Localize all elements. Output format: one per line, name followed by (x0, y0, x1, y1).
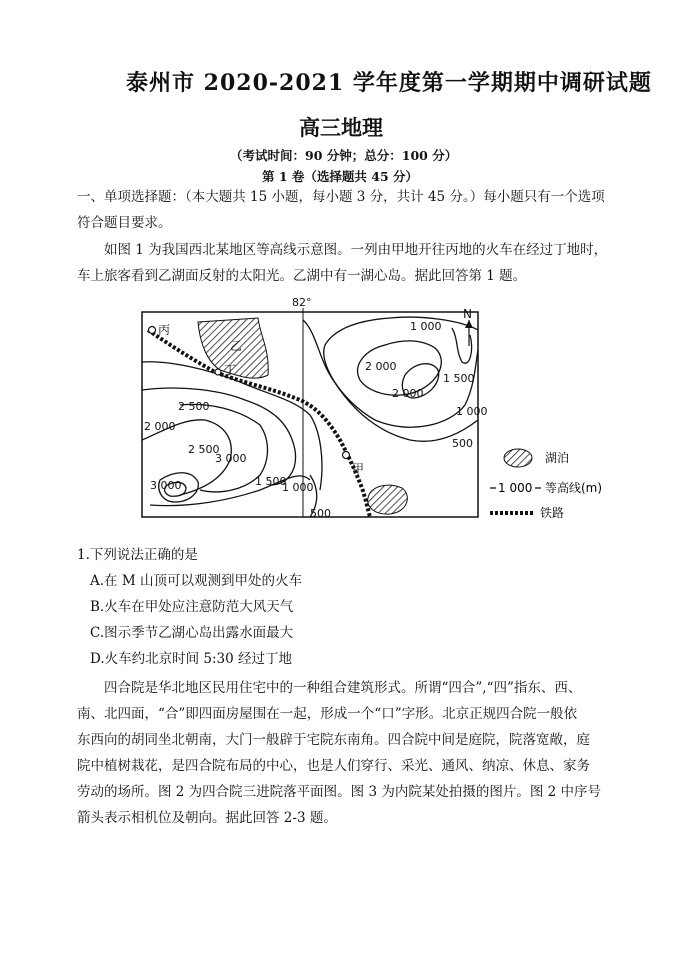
contour-label: 2 000 (392, 387, 424, 400)
question1-option-c: C.图示季节乙湖心岛出露水面最大 (90, 625, 294, 641)
exam-info: （考试时间：90 分钟；总分：100 分） (230, 148, 458, 163)
passage-line: 箭头表示相机位及朝向。据此回答 2-3 题。 (77, 810, 337, 826)
intro-line2: 车上旅客看到乙湖面反射的太阳光。乙湖中有一湖心岛。据此回答第 1 题。 (77, 268, 527, 284)
section-heading-line1: 一、单项选择题：（本大题共 15 小题，每小题 3 分，共计 45 分。）每小题只有一个选项 (77, 189, 605, 205)
passage-line: 劳动的场所。图 2 为四合院三进院落平面图。图 3 为内院某处拍摄的图片。图 2 中序号 (77, 784, 602, 800)
north-arrow-head (465, 320, 473, 328)
question1-option-d: D.火车约北京时间 5:30 经过丁地 (90, 651, 293, 667)
contour-label: 3 000 (150, 479, 182, 492)
passage-line: 东西向的胡同坐北朝南，大门一般辟于宅院东南角。四合院中间是庭院，院落宽敞，庭 (77, 732, 590, 748)
legend-railway-label: 铁路 (540, 506, 565, 520)
question1-option-a: A.在 M 山顶可以观测到甲处的火车 (90, 573, 302, 589)
intro-line1: 如图 1 为我国西北某地区等高线示意图。一列由甲地开往丙地的火车在经过丁地时， (104, 242, 608, 258)
place-jia: 甲 (352, 462, 365, 476)
contour-label: 500 (452, 437, 473, 450)
place-yi: 乙 (230, 339, 243, 353)
contour-label: 1 000 (282, 481, 314, 494)
lake-jia (368, 485, 408, 514)
contour-label: 1 500 (443, 372, 475, 385)
contour-label: 2 000 (365, 360, 397, 373)
passage-line: 四合院是华北地区民用住宅中的一种组合建筑形式。所谓“四合”,“四”指东、西、 (104, 680, 582, 696)
volume-label: 第 1 卷（选择题共 45 分） (262, 169, 419, 184)
contour-label: 2 500 (188, 443, 220, 456)
place-ding: 丁 (224, 363, 237, 377)
contour-label: 1 000 (410, 320, 442, 333)
north-label: N (463, 307, 472, 321)
contour-map (120, 290, 640, 525)
place-bing: 丙 (158, 323, 171, 337)
longitude-label: 82° (292, 296, 312, 309)
jia-marker (343, 452, 350, 459)
section-heading-line2: 符合题目要求。 (77, 215, 172, 231)
passage-line: 南、北四面，“合”即四面房屋围在一起，形成一个“口”字形。北京正规四合院一般依 (77, 706, 578, 722)
legend-contour-sample: 1 000 (498, 481, 533, 495)
contour-label: 2 500 (178, 400, 210, 413)
contour-label: 3 000 (215, 452, 247, 465)
contour-label: 500 (310, 507, 331, 520)
question1-stem: 1.下列说法正确的是 (77, 547, 198, 563)
subject-title: 高三地理 (299, 115, 383, 140)
legend-contour-label: 等高线(m) (545, 481, 603, 495)
ding-marker (215, 369, 221, 375)
legend-lake-label: 湖泊 (545, 451, 570, 465)
contour-line (142, 388, 296, 485)
question1-option-b: B.火车在甲处应注意防范大风天气 (90, 599, 294, 615)
passage-line: 院中植树栽花，是四合院布局的中心，也是人们穿行、采光、通风、纳凉、休息、家务 (77, 758, 590, 774)
contour-label: 2 000 (144, 420, 176, 433)
bing-marker (149, 327, 156, 334)
contour-label: 1 000 (456, 405, 488, 418)
contour-label: 1 500 (255, 475, 287, 488)
legend-lake-swatch (504, 449, 532, 467)
exam-title: 泰州市 2020-2021 学年度第一学期期中调研试题 (126, 70, 652, 96)
